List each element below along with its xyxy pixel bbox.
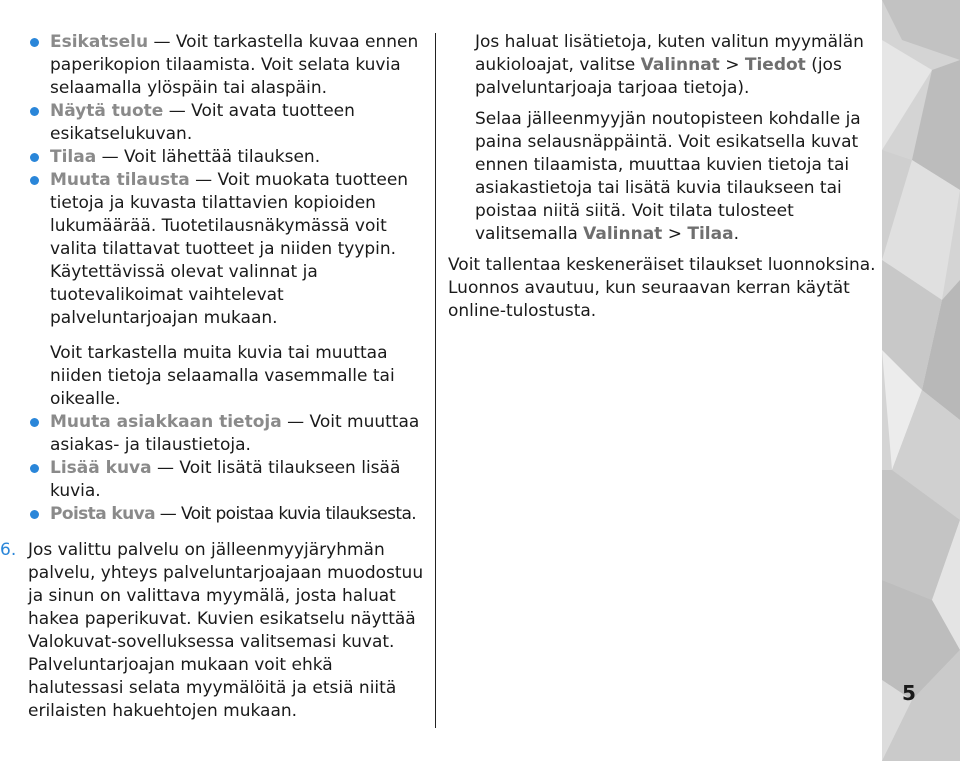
menu-separator: > [662,224,688,244]
step-number: 6. [0,540,17,560]
text: (jos palveluntarjoaja tarjoaa tietoja). [475,55,842,98]
option-description: — Voit muokata tuotteen tietoja ja kuvasta tilattavien kopioiden lukumäärää. Tuotetilausnäkymässä voit valita tilattavat tuotteet ja niiden tyypin. Käytettävissä olevat valinnat ja tuotevalikoimat vaihtelevat palveluntarjoajan mukaan. [50,170,409,328]
option-name: Lisää kuva [50,458,152,478]
paragraph: Voit tarkastella muita kuvia tai muuttaa niiden tietoja selaamalla vasemmalle tai oikealle. [50,343,395,409]
option-name: Tilaa [50,147,97,167]
option-name: Muuta asiakkaan tietoja [50,412,282,432]
option-name: Esikatselu [50,32,149,52]
decorative-side-band [882,0,960,761]
option-name: Näytä tuote [50,101,164,121]
bullet-icon [30,418,39,427]
text: Selaa jälleenmyyjän noutopisteen kohdalle ja paina selausnäppäintä. Voit esikatsella kuvat ennen tilaamista, muuttaa kuvien tietoja tai asiakastietoja tai lisätä kuvia tilaukseen tai poistaa niitä siitä. Voit tilata tulosteet valitsemalla [475,109,861,244]
list-item [10,100,428,146]
option-name: Muuta tilausta [50,170,190,190]
step-text: Jos valittu palvelu on jälleenmyyjäryhmän palvelu, yhteys palveluntarjoajaan muodostuu ja sinun on valittava myymälä, josta haluat hakea paperikuvat. Kuvien esikatselu näyttää Valokuvat-sovelluksessa valitsemasi kuvat. Palveluntarjoajan mukaan voit ehkä halutessasi selata myymälöitä ja etsiä niitä erilaisten hakuehtojen mukaan. [28,540,424,721]
paragraph [448,31,878,100]
step-6 [0,539,428,723]
menu-path-order: Tilaa [687,224,734,244]
paragraph [448,108,878,246]
polygon-pattern [882,0,960,761]
column-divider [435,33,436,728]
list-item [10,146,428,169]
text: Jos haluat lisätietoja, kuten valitun myymälän aukioloajat, valitse [475,32,864,75]
bullet-icon [30,176,39,185]
list-item [10,411,428,457]
list-item [10,503,428,526]
bullet-icon [30,153,39,162]
left-column [0,31,428,723]
text: . [733,224,739,244]
option-name: Poista kuva [50,504,155,524]
page-number: 5 [902,681,916,705]
bullet-icon [30,510,39,519]
right-column [448,31,878,323]
menu-path-details: Tiedot [744,55,806,75]
paragraph: Voit tallentaa keskeneräiset tilaukset luonnoksina. Luonnos avautuu, kun seuraavan kerran käytät online-tulostusta. [448,255,876,321]
option-description: — Voit avata tuotteen esikatselukuvan. [50,101,355,144]
bullet-icon [30,38,39,47]
bullet-icon [30,107,39,116]
list-item [10,169,428,330]
list-item [10,31,428,100]
list-item [10,457,428,503]
menu-path-options: Valinnat [583,224,663,244]
bullet-icon [30,464,39,473]
option-description: — Voit lisätä tilaukseen lisää kuvia. [50,458,401,501]
option-description: — Voit poistaa kuvia tilauksesta. [154,504,417,524]
option-description: — Voit muuttaa asiakas- ja tilaustietoja. [50,412,420,455]
bullet-list-top [10,31,428,330]
option-description: — Voit lähettää tilauksen. [96,147,321,167]
menu-path-options: Valinnat [640,55,720,75]
option-description: — Voit tarkastella kuvaa ennen paperikopion tilaamista. Voit selata kuvia selaamalla ylöspäin tai alaspäin. [50,32,419,98]
menu-separator: > [719,55,745,75]
bullet-list-bottom [10,411,428,526]
